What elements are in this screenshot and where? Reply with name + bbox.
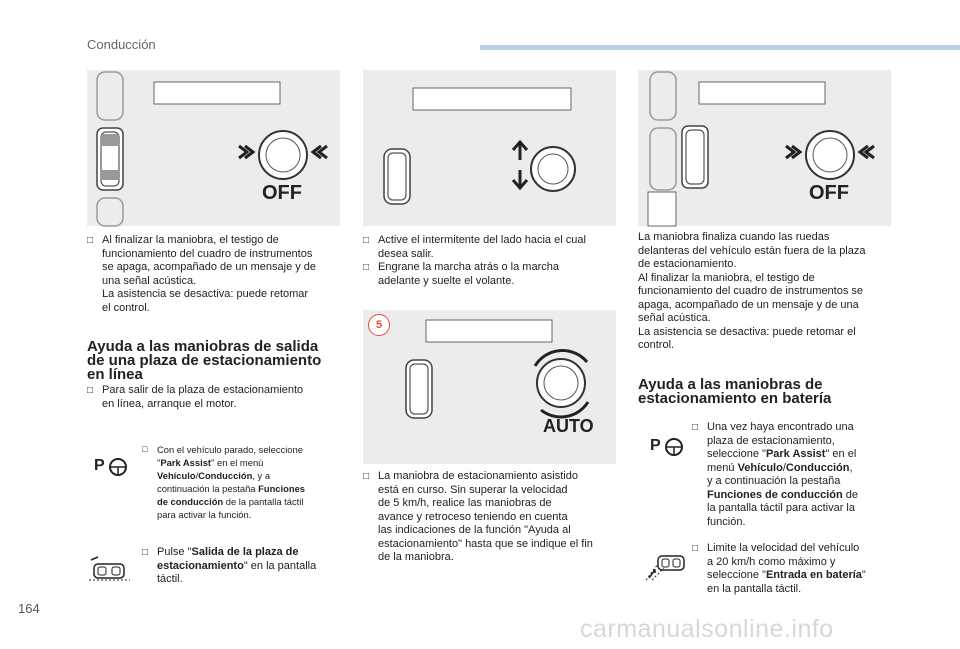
off-label: OFF — [809, 182, 849, 204]
figure-parallel-exit-steer — [363, 70, 616, 226]
checkbox-bullet-icon: □ — [363, 235, 370, 246]
checkbox-bullet-icon: □ — [87, 235, 94, 246]
checkbox-bullet-icon: □ — [142, 444, 148, 454]
parallel-exit-car-icon — [88, 556, 132, 582]
park-assist-steering-icon — [94, 454, 130, 478]
checkbox-bullet-icon: □ — [87, 385, 94, 396]
figure-1-drawing — [87, 70, 340, 226]
svg-text:P: P — [94, 457, 105, 474]
off-label: OFF — [262, 182, 302, 204]
svg-text:P: P — [650, 437, 661, 454]
figure-2-drawing — [363, 70, 616, 226]
figure-4-drawing — [363, 310, 616, 464]
col3-bullet-1: □ Una vez haya encontrado una plaza de estacionamiento, seleccione "Park Assist" en el menú Vehículo/Conducción, y a continuación la pestaña Funciones de conducción de la pantalla táctil para activar la función. — [692, 421, 858, 528]
figure-parallel-exit-auto — [363, 310, 616, 464]
section-heading-bay-parking: Ayuda a las maniobras de estacionamiento en batería — [638, 376, 832, 407]
col1-pulse-instruction: □ Pulse "Salida de la plaza de estacionamiento" en la pantalla táctil. — [142, 546, 317, 585]
col2-bullets: □ Active el intermitente del lado hacia el cual desea salir. □ Engrane la marcha atrás o la marcha adelante y suelte el volante. — [363, 234, 586, 287]
col3-paragraph: La maniobra finaliza cuando las ruedas delanteras del vehículo están fuera de la plaza de estacionamiento. Al finalizar la maniobra, el testigo de funcionamiento del cuadro de instrumentos se apaga, acompañado de un mensaje y de una señal acústica. La asistencia se desactiva: puede retomar el control. — [638, 231, 866, 351]
checkbox-bullet-icon: □ — [692, 422, 699, 433]
col1-park-assist-instructions: □ Con el vehículo parado, seleccione "Park Assist" en el menú Vehículo/Conducción, y a continuación la pestaña Funciones de conducción de la pantalla táctil para activar la función. — [142, 444, 306, 520]
page-number: 164 — [18, 601, 40, 616]
section-title: Conducción — [87, 37, 156, 52]
header-accent-bar — [480, 45, 960, 50]
checkbox-bullet-icon: □ — [142, 547, 149, 558]
step-number-badge: 5 — [368, 314, 390, 336]
col1-bullet-2: □ Para salir de la plaza de estacionamiento en línea, arranque el motor. — [87, 384, 304, 410]
watermark-url: carmanualsonline.info — [580, 615, 834, 643]
figure-bay-exit-end — [638, 70, 891, 226]
checkbox-bullet-icon: □ — [363, 471, 370, 482]
col2-bullet-3: □ La maniobra de estacionamiento asistido está en curso. Sin superar la velocidad de 5 km/h, realice las maniobras de avance y retroceso teniendo en cuenta las indicaciones de la función "Ayuda al estacionamiento" hasta que se indique el fin de la maniobra. — [363, 470, 593, 563]
auto-label: AUTO — [543, 416, 594, 436]
checkbox-bullet-icon: □ — [692, 543, 699, 554]
bay-entry-car-icon — [644, 550, 688, 584]
figure-parallel-exit-end — [87, 70, 340, 226]
section-heading-parallel-exit: Ayuda a las maniobras de salida de una plaza de estacionamiento en línea — [87, 338, 322, 383]
figure-3-drawing — [638, 70, 891, 226]
col1-bullet-1: □ Al finalizar la maniobra, el testigo de funcionamiento del cuadro de instrumentos se apaga, acompañado de un mensaje y de una señal acústica. La asistencia se desactiva: puede retomar el control. — [87, 234, 317, 314]
checkbox-bullet-icon: □ — [363, 262, 370, 273]
col3-bullet-2: □ Limite la velocidad del vehículo a 20 km/h como máximo y seleccione "Entrada en batería" en la pantalla táctil. — [692, 542, 866, 595]
park-assist-steering-icon — [650, 434, 686, 458]
